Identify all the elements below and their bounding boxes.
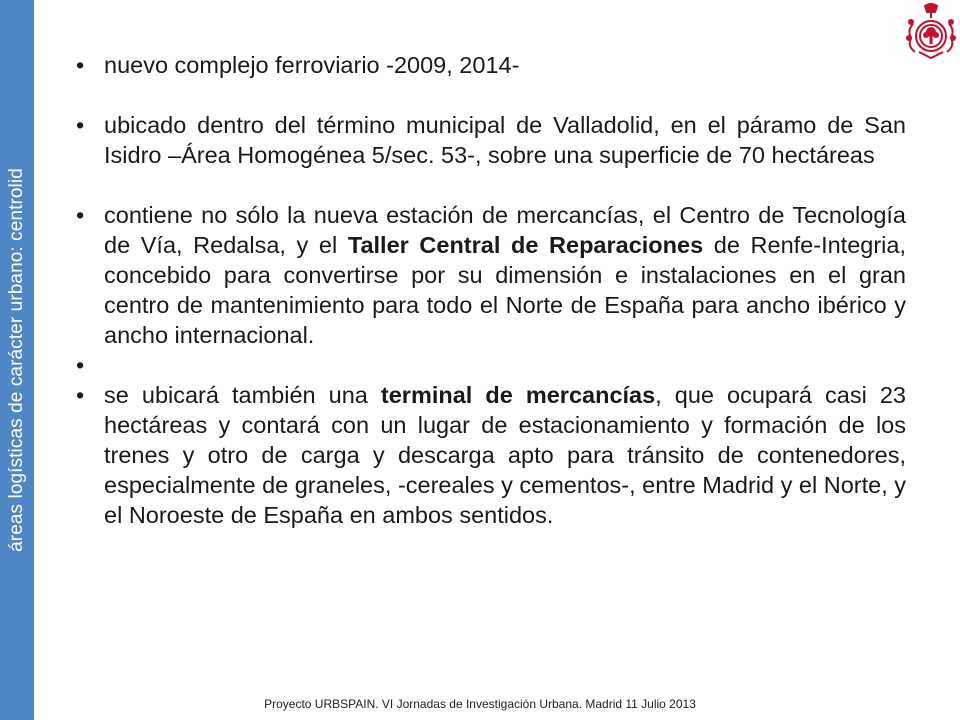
bullet-item [76,50,906,80]
coat-of-arms-icon [905,2,957,60]
bullet-marker: • [76,202,85,228]
bullet-text: ubicado dentro del término municipal de Valladolid, en el páramo de San Isidro –Área Homogénea 5/sec. 53-, sobre una superficie de 70 hectáreas [104,112,906,168]
bullet-list [76,50,906,560]
bullet-marker: • [76,52,85,78]
bullet-text [104,200,906,350]
bullet-bold-text: Taller Central de Reparaciones [347,232,704,258]
bullet-marker: • [76,382,85,408]
bullet-item [76,380,906,530]
bullet-marker: • [76,352,85,378]
bullet-text-part: se ubicará también una [104,382,381,408]
sidebar-title: áreas logísticas de carácter urbano: centrolid [6,168,27,552]
bullet-text-part: contiene no sólo la nueva estación de mercancías, el Centro de Tecnología de Vía, Redalsa, y el [104,202,906,258]
bullet-item [76,110,906,170]
bullet-text-part: de Renfe-Integria, concebido para convertirse por su dimensión e instalaciones en el gran centro de mantenimiento para todo el Norte de España para ancho ibérico y ancho internacional. [104,232,906,348]
bullet-item [76,200,906,350]
footer-text: Proyecto URBSPAIN. VI Jornadas de Investigación Urbana. Madrid 11 Julio 2013 [264,697,696,711]
bullet-item-empty [76,350,906,380]
bullet-bold-text: terminal de mercancías [380,382,656,408]
bullet-marker: • [76,112,85,138]
sidebar [0,0,34,720]
bullet-text [104,380,906,530]
bullet-text: nuevo complejo ferroviario -2009, 2014- [104,52,520,78]
bullet-text-part: , que ocupará casi 23 hectáreas y contará con un lugar de estacionamiento y formación de los trenes y otro de carga y descarga apto para tránsito de contenedores, especialmente de graneles, -cereales y cementos-, entre Madrid y el Norte, y el Noroeste de España en ambos sentidos. [104,382,906,528]
